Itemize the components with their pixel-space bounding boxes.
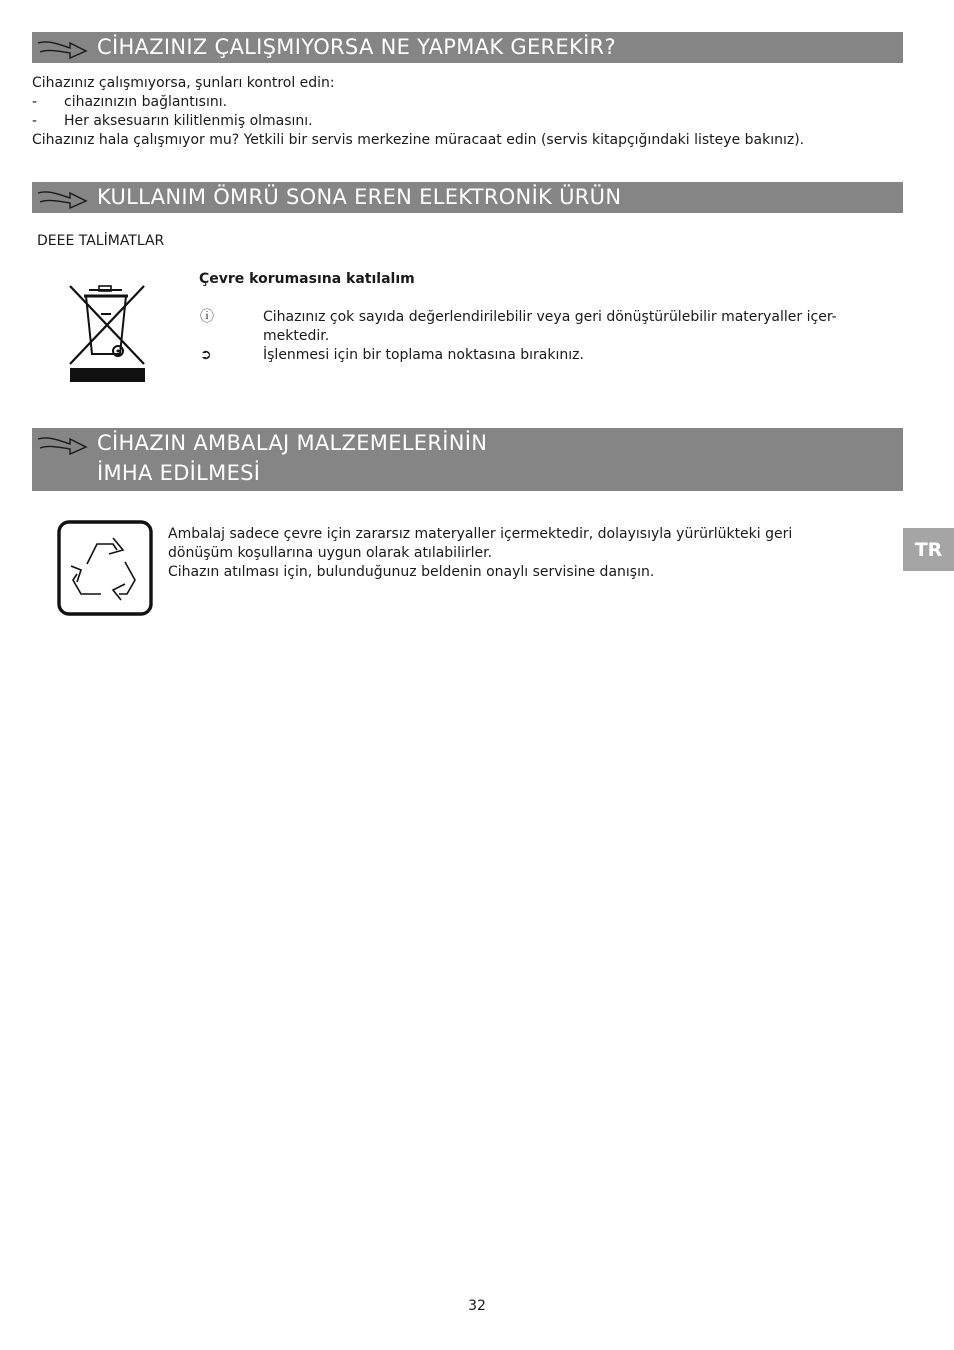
list-item-text: cihazınızın bağlantısını.: [64, 94, 228, 110]
packaging-line1: Ambalaj sadece çevre için zararsız materyaller içermektedir, dolayısıyla yürürlükteki geri: [168, 526, 793, 542]
page-number: 32: [468, 1298, 486, 1314]
deee-subtitle: DEEE TALİMATLAR: [37, 233, 165, 249]
section-header-packaging: [32, 428, 903, 491]
section-title: KULLANIM ÖMRÜ SONA EREN ELEKTRONİK ÜRÜN: [97, 185, 622, 209]
malfunction-intro: Cihazınız çalışmıyorsa, şunları kontrol edin:: [32, 75, 335, 91]
section-title-line1: CİHAZIN AMBALAJ MALZEMELERİNİN: [97, 431, 488, 455]
eol-heading: Çevre korumasına katılalım: [199, 271, 415, 287]
list-item: [32, 93, 227, 112]
list-bullet: -: [32, 94, 38, 110]
packaging-line2: dönüşüm koşullarına uygun olarak atılabilirler.: [168, 545, 493, 561]
list-item-text: Her aksesuarın kilitlenmiş olmasını.: [64, 113, 313, 129]
list-bullet: -: [32, 113, 38, 129]
action-text: İşlenmesi için bir toplama noktasına bırakınız.: [263, 347, 584, 363]
info-symbol: ⓘ: [200, 309, 214, 325]
language-tab: TR: [903, 528, 954, 571]
malfunction-outro: Cihazınız hala çalışmıyor mu? Yetkili bir servis merkezine müracaat edin (servis kitapçığındaki listeye bakınız).: [32, 132, 805, 148]
section-title: CİHAZINIZ ÇALIŞMIYORSA NE YAPMAK GEREKİR?: [97, 35, 616, 59]
crossed-out-bin-icon: [68, 284, 146, 382]
section-header-malfunction: [32, 32, 903, 63]
action-symbol: ➲: [200, 347, 212, 363]
section-title-line2: İMHA EDİLMESİ: [97, 461, 261, 485]
recycle-icon: [57, 520, 153, 616]
list-item: [32, 112, 313, 131]
info-text-line2: mektedir.: [263, 328, 330, 344]
arrow-icon: [36, 434, 88, 456]
section-header-eol: [32, 182, 903, 213]
arrow-icon: [36, 188, 88, 210]
packaging-line3: Cihazın atılması için, bulunduğunuz beldenin onaylı servisine danışın.: [168, 564, 655, 580]
info-text-line1: Cihazınız çok sayıda değerlendirilebilir veya geri dönüştürülebilir materyaller içer-: [263, 309, 837, 325]
arrow-icon: [36, 38, 88, 60]
